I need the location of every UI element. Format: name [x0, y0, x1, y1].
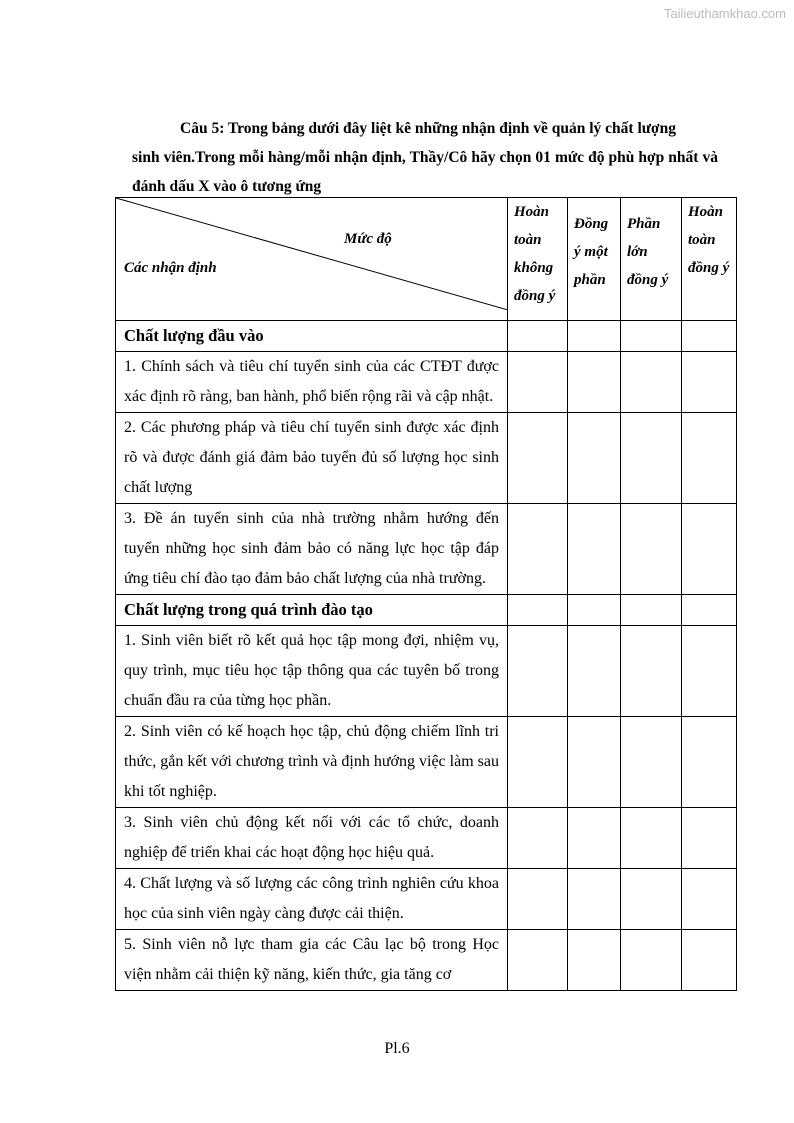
answer-cell[interactable]	[682, 504, 737, 595]
table-row	[116, 869, 737, 930]
answer-cell[interactable]	[682, 321, 737, 352]
table-row	[116, 352, 737, 413]
answer-cell[interactable]	[682, 869, 737, 930]
answer-cell[interactable]	[682, 717, 737, 808]
answer-cell[interactable]	[508, 808, 568, 869]
answer-cell[interactable]	[621, 930, 682, 991]
answer-cell[interactable]	[621, 626, 682, 717]
diagonal-header-cell	[116, 198, 508, 321]
statement-text: 4. Chất lượng và số lượng các công trình nghiên cứu khoa học của sinh viên ngày càng được cải thiện.	[116, 869, 508, 930]
watermark: Tailieuthamkhao.com	[663, 6, 786, 21]
answer-cell[interactable]	[508, 869, 568, 930]
answer-cell[interactable]	[568, 869, 621, 930]
column-header: Phần lớn đồng ý	[621, 198, 682, 321]
section-row	[116, 321, 737, 352]
answer-cell[interactable]	[621, 595, 682, 626]
answer-cell[interactable]	[621, 352, 682, 413]
answer-cell[interactable]	[682, 413, 737, 504]
table-row	[116, 626, 737, 717]
answer-cell[interactable]	[508, 321, 568, 352]
level-label: Mức độ	[344, 231, 392, 247]
statement-text: 3. Đề án tuyển sinh của nhà trường nhằm hướng đến tuyển những học sinh đảm bảo có năng lực học tập đáp ứng tiêu chí đào tạo đảm bảo chất lượng của nhà trường.	[116, 504, 508, 595]
answer-cell[interactable]	[621, 869, 682, 930]
answer-cell[interactable]	[508, 504, 568, 595]
answer-cell[interactable]	[508, 930, 568, 991]
column-header: Hoàn toàn đồng ý	[682, 198, 737, 321]
answer-cell[interactable]	[568, 504, 621, 595]
statement-text: 2. Sinh viên có kế hoạch học tập, chủ động chiếm lĩnh tri thức, gắn kết với chương trình và định hướng việc làm sau khi tốt nghiệp.	[116, 717, 508, 808]
question-text	[132, 114, 718, 201]
answer-cell[interactable]	[508, 413, 568, 504]
statement-text: 3. Sinh viên chủ động kết nối với các tổ chức, doanh nghiệp để triển khai các hoạt động học hiệu quả.	[116, 808, 508, 869]
table-row	[116, 413, 737, 504]
statement-text: 1. Chính sách và tiêu chí tuyển sinh của các CTĐT được xác định rõ ràng, ban hành, phổ biến rộng rãi và cập nhật.	[116, 352, 508, 413]
answer-cell[interactable]	[621, 413, 682, 504]
table-row	[116, 930, 737, 991]
column-header: Đồng ý một phần	[568, 198, 621, 321]
answer-cell[interactable]	[568, 595, 621, 626]
answer-cell[interactable]	[508, 626, 568, 717]
statements-label: Các nhận định	[124, 260, 217, 276]
statement-text: 2. Các phương pháp và tiêu chí tuyển sinh được xác định rõ và được đánh giá đảm bảo tuyển đủ số lượng học sinh chất lượng	[116, 413, 508, 504]
answer-cell[interactable]	[682, 626, 737, 717]
answer-cell[interactable]	[568, 930, 621, 991]
answer-cell[interactable]	[568, 321, 621, 352]
answer-cell[interactable]	[568, 626, 621, 717]
answer-cell[interactable]	[621, 321, 682, 352]
answer-cell[interactable]	[568, 352, 621, 413]
section-title: Chất lượng đầu vào	[116, 321, 508, 352]
answer-cell[interactable]	[621, 717, 682, 808]
answer-cell[interactable]	[682, 595, 737, 626]
answer-cell[interactable]	[508, 717, 568, 808]
answer-cell[interactable]	[682, 352, 737, 413]
section-title: Chất lượng trong quá trình đào tạo	[116, 595, 508, 626]
table-row	[116, 504, 737, 595]
statement-text: 5. Sinh viên nỗ lực tham gia các Câu lạc bộ trong Học viện nhằm cải thiện kỹ năng, kiến thức, gia tăng cơ	[116, 930, 508, 991]
answer-cell[interactable]	[682, 930, 737, 991]
column-header: Hoàn toàn không đồng ý	[508, 198, 568, 321]
answer-cell[interactable]	[621, 808, 682, 869]
survey-table	[115, 197, 737, 991]
table-row	[116, 808, 737, 869]
answer-cell[interactable]	[621, 504, 682, 595]
answer-cell[interactable]	[568, 717, 621, 808]
section-row	[116, 595, 737, 626]
answer-cell[interactable]	[568, 413, 621, 504]
answer-cell[interactable]	[508, 595, 568, 626]
answer-cell[interactable]	[568, 808, 621, 869]
answer-cell[interactable]	[682, 808, 737, 869]
statement-text: 1. Sinh viên biết rõ kết quả học tập mong đợi, nhiệm vụ, quy trình, mục tiêu học tập thông qua các tuyên bố trong chuẩn đầu ra của từng học phần.	[116, 626, 508, 717]
question-rest: sinh viên.Trong mỗi hàng/mỗi nhận định, Thầy/Cô hãy chọn 01 mức độ phù hợp nhất và đánh dấu X vào ô tương ứng	[132, 149, 718, 195]
question-line-1: Câu 5: Trong bảng dưới đây liệt kê những nhận định về quản lý chất lượng	[180, 120, 677, 137]
table-row	[116, 717, 737, 808]
table-header-row	[116, 198, 737, 321]
page-number: Pl.6	[384, 1040, 410, 1057]
answer-cell[interactable]	[508, 352, 568, 413]
